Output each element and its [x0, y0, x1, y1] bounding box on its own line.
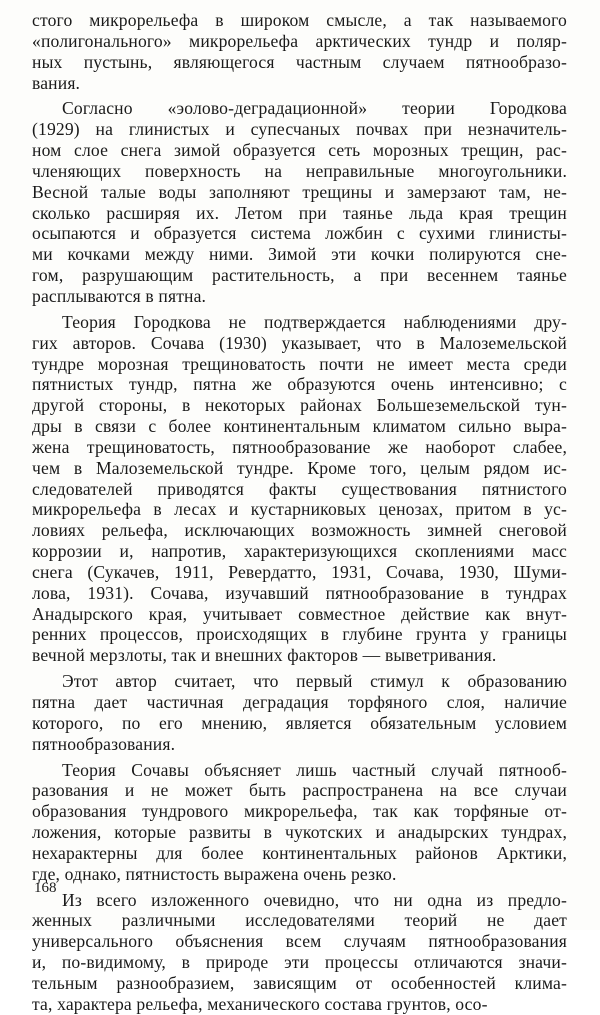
paragraph — [32, 760, 567, 885]
text-line: образования тундрового микрорельефа, так как торфяные от- — [32, 801, 567, 822]
text-line: женных различными исследователями теорий не дает — [32, 910, 567, 931]
text-line: тельным разнообразием, зависящим от особенностей клима- — [32, 972, 567, 993]
text-line: следователей приводятся факты существования пятнистого — [32, 478, 567, 499]
text-line: Весной талые воды заполняют трещины и замерзают там, не- — [32, 181, 567, 202]
text-line: нехарактерны для более континентальных районов Арктики, — [32, 842, 567, 863]
text-line: пятнообразования. — [32, 733, 176, 754]
text-line: ми кочками между ними. Зимой эти кочки полируются сне- — [32, 244, 567, 265]
text-line: гом, разрушающим растительность, а при весеннем таянье — [32, 265, 567, 286]
text-line: и, по-видимому, в природе эти процессы отличаются значи- — [32, 952, 567, 973]
text-line: та, характера рельефа, механического состава грунтов, осо- — [32, 993, 488, 1014]
text-line: расплываются в пятна. — [32, 285, 207, 306]
text-line: Этот автор считает, что первый стимул к образованию — [62, 671, 567, 692]
text-line: микрорельефа в лесах и кустарниковых ценозах, притом в ус- — [32, 499, 567, 520]
text-line: разования и не может быть распространена на все случаи — [32, 780, 567, 801]
text-line: Теория Сочавы объясняет лишь частный случай пятнооб- — [62, 759, 567, 780]
text-line: чем в Малоземельской тундре. Кроме того, целым рядом ис- — [32, 457, 567, 478]
text-line: сколько расширяя их. Летом при таянье льда края трещин — [32, 202, 567, 223]
text-line: ном слое снега зимой образуется сеть морозных трещин, рас- — [32, 140, 567, 161]
text-line: где, однако, пятнистость выражена очень резко. — [32, 863, 397, 884]
paragraph — [32, 671, 567, 754]
text-line: стого микрорельефа в широком смысле, а так называемого — [32, 10, 567, 30]
body-text — [32, 10, 567, 1015]
text-line: универсального объяснения всем случаям пятнообразования — [32, 931, 567, 952]
text-line: вечной мерзлоты, так и внешних факторов — выветривания. — [32, 645, 497, 666]
text-line: пятна дает частичная деградация торфяного слоя, наличие — [32, 692, 567, 712]
paragraph — [32, 10, 567, 93]
text-line: дры в связи с более континентальным климатом сильно выра- — [32, 416, 567, 437]
text-line: жена трещиноватость, пятнообразование же наоборот слабее, — [32, 436, 567, 457]
text-line: ренних процессов, происходящих в глубине грунта у границы — [32, 624, 567, 645]
text-line: которого, по его мнению, является обязательным условием — [32, 712, 567, 733]
text-line: осыпаются и образуется система ложбин с сухими глинисты- — [32, 223, 567, 244]
text-line: Из всего изложенного очевидно, что ни одна из предло- — [62, 889, 567, 910]
text-line: ложения, которые развиты в чукотских и анадырских тундрах, — [32, 822, 567, 843]
text-line: коррозии и, напротив, характеризующихся скоплениями масс — [32, 541, 567, 562]
text-line: тундре морозная трещиноватость почти не имеет места среди — [32, 353, 567, 374]
text-line: ных пустынь, являющегося частным случаем пятнообразо- — [32, 51, 567, 72]
text-line: лова, 1931). Сочава, изучавший пятнообразование в тундрах — [32, 582, 567, 603]
text-line: снега (Сукачев, 1911, Ревердатто, 1931, Сочава, 1930, Шуми- — [32, 561, 567, 582]
text-line: ловиях рельефа, исключающих возможность зимней снеговой — [32, 520, 567, 541]
text-line: пятнистых тундр, пятна же образуются очень интенсивно; с — [32, 374, 567, 395]
text-line: другой стороны, в некоторых районах Большеземельской тун- — [32, 395, 567, 416]
text-line: членяющих поверхность на неправильные многоугольники. — [32, 160, 567, 181]
text-line: Согласно «эолово-деградационной» теории Городкова — [62, 98, 567, 119]
page-number: 168 — [34, 880, 57, 896]
text-line: Теория Городкова не подтверждается наблюдениями дру- — [62, 311, 567, 332]
text-line: (1929) на глинистых и супесчаных почвах при незначитель- — [32, 119, 567, 140]
text-line: «полигонального» микрорельефа арктических тундр и поляр- — [32, 30, 567, 51]
paragraph — [32, 312, 567, 666]
paragraph — [32, 98, 567, 306]
text-line: Анадырского края, учитывает совместное действие как внут- — [32, 603, 567, 624]
text-line: гих авторов. Сочава (1930) указывает, что в Малоземельской — [32, 332, 567, 353]
paragraph — [32, 890, 567, 1015]
text-line: вания. — [32, 72, 81, 93]
